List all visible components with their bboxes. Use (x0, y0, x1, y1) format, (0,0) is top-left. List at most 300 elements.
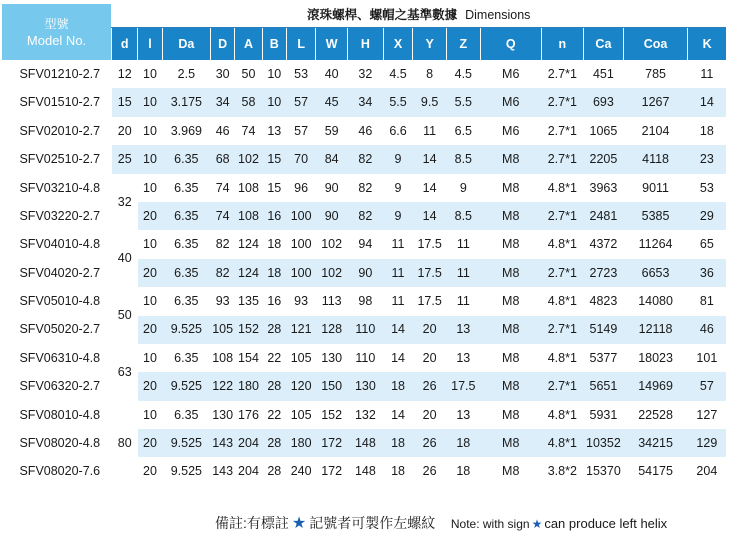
cell-n: 2.7*1 (541, 259, 583, 287)
cell-d: 12 (112, 60, 138, 88)
cell-b: 15 (262, 145, 286, 173)
cell-a: 124 (235, 230, 262, 258)
cell-d: 74 (211, 202, 235, 230)
cell-k: 204 (688, 457, 726, 485)
model-cell: SFV01210-2.7 (2, 60, 112, 88)
model-cell: SFV05010-4.8 (2, 287, 112, 315)
cell-ca: 5149 (583, 316, 623, 344)
cell-h: 148 (347, 429, 383, 457)
cell-d: 130 (211, 401, 235, 429)
cell-l: 100 (286, 202, 315, 230)
cell-coa: 9011 (623, 174, 687, 202)
cell-n: 2.7*1 (541, 88, 583, 116)
column-header-a: A (235, 28, 262, 60)
cell-ca: 1065 (583, 117, 623, 145)
cell-w: 113 (316, 287, 348, 315)
model-cell: SFV02010-2.7 (2, 117, 112, 145)
cell-da: 6.35 (162, 202, 210, 230)
cell-coa: 14080 (623, 287, 687, 315)
column-header-row (2, 28, 726, 60)
cell-d: 143 (211, 457, 235, 485)
cell-da: 6.35 (162, 259, 210, 287)
cell-z: 11 (446, 230, 480, 258)
cell-k: 11 (688, 60, 726, 88)
cell-y: 14 (413, 202, 447, 230)
cell-w: 128 (316, 316, 348, 344)
column-header-z: Z (446, 28, 480, 60)
cell-l: 121 (286, 316, 315, 344)
cell-z: 18 (446, 429, 480, 457)
cell-z: 17.5 (446, 372, 480, 400)
cell-y: 20 (413, 401, 447, 429)
cell-x: 18 (383, 372, 412, 400)
cell-n: 4.8*1 (541, 401, 583, 429)
cell-n: 4.8*1 (541, 344, 583, 372)
cell-coa: 4118 (623, 145, 687, 173)
cell-l: 240 (286, 457, 315, 485)
table-row (2, 259, 726, 287)
column-header-b: B (262, 28, 286, 60)
table-row (2, 344, 726, 372)
cell-k: 14 (688, 88, 726, 116)
cell-d: 68 (211, 145, 235, 173)
cell-w: 59 (316, 117, 348, 145)
cell-ca: 693 (583, 88, 623, 116)
cell-b: 28 (262, 372, 286, 400)
table-row (2, 174, 726, 202)
table-row (2, 202, 726, 230)
cell-l: 10 (138, 88, 162, 116)
table-body (2, 60, 726, 486)
cell-ca: 451 (583, 60, 623, 88)
cell-coa: 2104 (623, 117, 687, 145)
cell-k: 127 (688, 401, 726, 429)
cell-coa: 12118 (623, 316, 687, 344)
cell-b: 16 (262, 287, 286, 315)
table-row (2, 287, 726, 315)
cell-y: 17.5 (413, 287, 447, 315)
column-header-coa: Coa (623, 28, 687, 60)
model-cell: SFV04010-4.8 (2, 230, 112, 258)
model-cell: SFV03210-4.8 (2, 174, 112, 202)
cell-z: 8.5 (446, 145, 480, 173)
cell-d: 74 (211, 174, 235, 202)
cell-x: 18 (383, 457, 412, 485)
cell-coa: 22528 (623, 401, 687, 429)
footnote-en-after: can produce left helix (544, 516, 668, 531)
cell-z: 9 (446, 174, 480, 202)
cell-w: 102 (316, 259, 348, 287)
cell-d: 32 (112, 174, 138, 231)
column-header-h: H (347, 28, 383, 60)
cell-n: 4.8*1 (541, 287, 583, 315)
footnote (215, 513, 667, 533)
cell-q: M6 (480, 117, 541, 145)
cell-d: 108 (211, 344, 235, 372)
cell-coa: 14969 (623, 372, 687, 400)
cell-k: 129 (688, 429, 726, 457)
cell-a: 154 (235, 344, 262, 372)
cell-l: 20 (138, 429, 162, 457)
cell-b: 18 (262, 230, 286, 258)
cell-k: 57 (688, 372, 726, 400)
cell-n: 3.8*2 (541, 457, 583, 485)
table-row (2, 372, 726, 400)
cell-k: 46 (688, 316, 726, 344)
cell-q: M8 (480, 202, 541, 230)
table-row (2, 230, 726, 258)
model-cell: SFV03220-2.7 (2, 202, 112, 230)
cell-a: 180 (235, 372, 262, 400)
cell-x: 9 (383, 174, 412, 202)
cell-a: 108 (235, 174, 262, 202)
cell-h: 110 (347, 316, 383, 344)
cell-da: 3.969 (162, 117, 210, 145)
cell-da: 6.35 (162, 145, 210, 173)
cell-z: 18 (446, 457, 480, 485)
cell-d: 122 (211, 372, 235, 400)
cell-l: 100 (286, 259, 315, 287)
cell-coa: 785 (623, 60, 687, 88)
cell-a: 102 (235, 145, 262, 173)
cell-n: 4.8*1 (541, 230, 583, 258)
table-title-zh: 滾珠螺桿、螺帽之基準數據 (307, 8, 458, 23)
cell-y: 14 (413, 145, 447, 173)
cell-d: 40 (112, 230, 138, 287)
cell-da: 3.175 (162, 88, 210, 116)
cell-q: M8 (480, 230, 541, 258)
cell-coa: 6653 (623, 259, 687, 287)
model-cell: SFV08020-4.8 (2, 429, 112, 457)
table-row (2, 145, 726, 173)
cell-l: 10 (138, 60, 162, 88)
cell-a: 58 (235, 88, 262, 116)
cell-q: M6 (480, 60, 541, 88)
cell-h: 46 (347, 117, 383, 145)
cell-z: 13 (446, 316, 480, 344)
cell-x: 5.5 (383, 88, 412, 116)
model-cell: SFV08010-4.8 (2, 401, 112, 429)
cell-y: 26 (413, 429, 447, 457)
cell-w: 90 (316, 202, 348, 230)
table-title-en: Dimensions (465, 8, 531, 23)
cell-ca: 4823 (583, 287, 623, 315)
cell-y: 17.5 (413, 230, 447, 258)
cell-a: 50 (235, 60, 262, 88)
cell-y: 11 (413, 117, 447, 145)
cell-coa: 18023 (623, 344, 687, 372)
cell-l: 20 (138, 316, 162, 344)
cell-y: 20 (413, 344, 447, 372)
cell-z: 6.5 (446, 117, 480, 145)
cell-h: 90 (347, 259, 383, 287)
cell-a: 74 (235, 117, 262, 145)
column-header-da: Da (162, 28, 210, 60)
cell-d: 25 (112, 145, 138, 173)
table-row (2, 88, 726, 116)
cell-z: 4.5 (446, 60, 480, 88)
cell-n: 2.7*1 (541, 316, 583, 344)
cell-a: 108 (235, 202, 262, 230)
cell-q: M8 (480, 174, 541, 202)
model-cell: SFV08020-7.6 (2, 457, 112, 485)
model-cell: SFV06320-2.7 (2, 372, 112, 400)
cell-b: 10 (262, 60, 286, 88)
cell-z: 13 (446, 401, 480, 429)
cell-h: 82 (347, 145, 383, 173)
cell-b: 28 (262, 429, 286, 457)
cell-d: 20 (112, 117, 138, 145)
cell-coa: 11264 (623, 230, 687, 258)
cell-n: 2.7*1 (541, 60, 583, 88)
cell-w: 150 (316, 372, 348, 400)
cell-l: 120 (286, 372, 315, 400)
cell-b: 15 (262, 174, 286, 202)
cell-da: 9.525 (162, 372, 210, 400)
model-no-header-en: Model No. (26, 32, 87, 48)
table-row (2, 60, 726, 88)
cell-w: 152 (316, 401, 348, 429)
cell-l: 20 (138, 202, 162, 230)
column-header-d: d (112, 28, 138, 60)
cell-w: 90 (316, 174, 348, 202)
cell-h: 110 (347, 344, 383, 372)
model-no-header (2, 4, 112, 60)
cell-k: 65 (688, 230, 726, 258)
cell-h: 130 (347, 372, 383, 400)
cell-x: 11 (383, 259, 412, 287)
cell-z: 8.5 (446, 202, 480, 230)
cell-l: 10 (138, 287, 162, 315)
cell-l: 70 (286, 145, 315, 173)
cell-l: 20 (138, 259, 162, 287)
cell-q: M6 (480, 88, 541, 116)
cell-k: 18 (688, 117, 726, 145)
cell-l: 96 (286, 174, 315, 202)
cell-da: 9.525 (162, 429, 210, 457)
cell-n: 2.7*1 (541, 117, 583, 145)
cell-k: 23 (688, 145, 726, 173)
cell-da: 6.35 (162, 401, 210, 429)
cell-h: 94 (347, 230, 383, 258)
cell-l: 10 (138, 230, 162, 258)
cell-d: 82 (211, 259, 235, 287)
cell-ca: 10352 (583, 429, 623, 457)
cell-da: 9.525 (162, 316, 210, 344)
column-header-q: Q (480, 28, 541, 60)
cell-x: 4.5 (383, 60, 412, 88)
footnote-en-before: Note: with sign (450, 517, 530, 531)
column-header-y: Y (413, 28, 447, 60)
column-header-l: L (286, 28, 315, 60)
cell-a: 152 (235, 316, 262, 344)
cell-h: 82 (347, 174, 383, 202)
cell-ca: 15370 (583, 457, 623, 485)
cell-da: 6.35 (162, 230, 210, 258)
cell-h: 132 (347, 401, 383, 429)
cell-b: 13 (262, 117, 286, 145)
cell-d: 105 (211, 316, 235, 344)
cell-a: 135 (235, 287, 262, 315)
cell-l: 10 (138, 344, 162, 372)
cell-coa: 54175 (623, 457, 687, 485)
cell-z: 13 (446, 344, 480, 372)
model-cell: SFV05020-2.7 (2, 316, 112, 344)
table-row (2, 457, 726, 485)
cell-d: 30 (211, 60, 235, 88)
cell-l: 10 (138, 145, 162, 173)
cell-q: M8 (480, 259, 541, 287)
cell-b: 22 (262, 344, 286, 372)
cell-x: 11 (383, 287, 412, 315)
cell-z: 11 (446, 287, 480, 315)
footnote-zh-after: 記號者可製作左螺紋 (309, 515, 436, 531)
cell-b: 28 (262, 316, 286, 344)
cell-l: 93 (286, 287, 315, 315)
cell-h: 34 (347, 88, 383, 116)
column-header-n: n (541, 28, 583, 60)
cell-ca: 5377 (583, 344, 623, 372)
cell-q: M8 (480, 372, 541, 400)
cell-n: 2.7*1 (541, 202, 583, 230)
cell-a: 124 (235, 259, 262, 287)
cell-d: 82 (211, 230, 235, 258)
cell-x: 11 (383, 230, 412, 258)
cell-coa: 1267 (623, 88, 687, 116)
cell-b: 18 (262, 259, 286, 287)
cell-a: 176 (235, 401, 262, 429)
cell-z: 11 (446, 259, 480, 287)
cell-da: 9.525 (162, 457, 210, 485)
cell-ca: 5931 (583, 401, 623, 429)
cell-b: 22 (262, 401, 286, 429)
cell-l: 20 (138, 457, 162, 485)
cell-l: 20 (138, 372, 162, 400)
star-icon-small: ★ (531, 517, 543, 531)
cell-coa: 34215 (623, 429, 687, 457)
table-row (2, 316, 726, 344)
cell-y: 20 (413, 316, 447, 344)
cell-w: 172 (316, 457, 348, 485)
column-header-k: K (688, 28, 726, 60)
cell-l: 105 (286, 401, 315, 429)
cell-q: M8 (480, 316, 541, 344)
cell-q: M8 (480, 401, 541, 429)
cell-y: 26 (413, 372, 447, 400)
column-header-d: D (211, 28, 235, 60)
cell-ca: 2723 (583, 259, 623, 287)
cell-d: 15 (112, 88, 138, 116)
model-no-header-zh: 型號 (44, 16, 69, 31)
cell-a: 204 (235, 457, 262, 485)
column-header-x: X (383, 28, 412, 60)
cell-w: 130 (316, 344, 348, 372)
cell-n: 4.8*1 (541, 174, 583, 202)
cell-x: 9 (383, 202, 412, 230)
cell-da: 6.35 (162, 344, 210, 372)
cell-b: 16 (262, 202, 286, 230)
cell-da: 6.35 (162, 287, 210, 315)
column-header-l: l (138, 28, 162, 60)
cell-da: 6.35 (162, 174, 210, 202)
cell-ca: 4372 (583, 230, 623, 258)
cell-w: 172 (316, 429, 348, 457)
cell-d: 80 (112, 401, 138, 486)
cell-d: 34 (211, 88, 235, 116)
cell-y: 17.5 (413, 259, 447, 287)
cell-n: 2.7*1 (541, 145, 583, 173)
cell-l: 100 (286, 230, 315, 258)
cell-k: 53 (688, 174, 726, 202)
cell-z: 5.5 (446, 88, 480, 116)
table-title (112, 4, 726, 28)
cell-w: 40 (316, 60, 348, 88)
cell-h: 98 (347, 287, 383, 315)
cell-q: M8 (480, 145, 541, 173)
cell-h: 32 (347, 60, 383, 88)
cell-y: 26 (413, 457, 447, 485)
cell-l: 57 (286, 117, 315, 145)
cell-b: 10 (262, 88, 286, 116)
cell-l: 53 (286, 60, 315, 88)
cell-q: M8 (480, 429, 541, 457)
cell-l: 10 (138, 401, 162, 429)
table-row (2, 401, 726, 429)
cell-x: 18 (383, 429, 412, 457)
cell-x: 9 (383, 145, 412, 173)
cell-l: 57 (286, 88, 315, 116)
cell-d: 143 (211, 429, 235, 457)
column-header-ca: Ca (583, 28, 623, 60)
cell-b: 28 (262, 457, 286, 485)
cell-k: 81 (688, 287, 726, 315)
cell-h: 148 (347, 457, 383, 485)
cell-w: 45 (316, 88, 348, 116)
cell-q: M8 (480, 457, 541, 485)
cell-ca: 2205 (583, 145, 623, 173)
table-row (2, 117, 726, 145)
cell-ca: 5651 (583, 372, 623, 400)
cell-x: 14 (383, 344, 412, 372)
cell-x: 6.6 (383, 117, 412, 145)
cell-d: 46 (211, 117, 235, 145)
cell-y: 9.5 (413, 88, 447, 116)
cell-d: 93 (211, 287, 235, 315)
cell-d: 50 (112, 287, 138, 344)
footnote-zh-before: 備註:有標註 (215, 515, 289, 531)
cell-n: 2.7*1 (541, 372, 583, 400)
cell-y: 14 (413, 174, 447, 202)
cell-k: 101 (688, 344, 726, 372)
column-header-w: W (316, 28, 348, 60)
cell-l: 10 (138, 117, 162, 145)
cell-y: 8 (413, 60, 447, 88)
cell-x: 14 (383, 316, 412, 344)
model-cell: SFV04020-2.7 (2, 259, 112, 287)
cell-k: 29 (688, 202, 726, 230)
cell-ca: 3963 (583, 174, 623, 202)
cell-w: 84 (316, 145, 348, 173)
cell-h: 82 (347, 202, 383, 230)
cell-l: 105 (286, 344, 315, 372)
cell-d: 63 (112, 344, 138, 401)
cell-l: 10 (138, 174, 162, 202)
cell-k: 36 (688, 259, 726, 287)
cell-coa: 5385 (623, 202, 687, 230)
cell-da: 2.5 (162, 60, 210, 88)
cell-q: M8 (480, 344, 541, 372)
cell-ca: 2481 (583, 202, 623, 230)
